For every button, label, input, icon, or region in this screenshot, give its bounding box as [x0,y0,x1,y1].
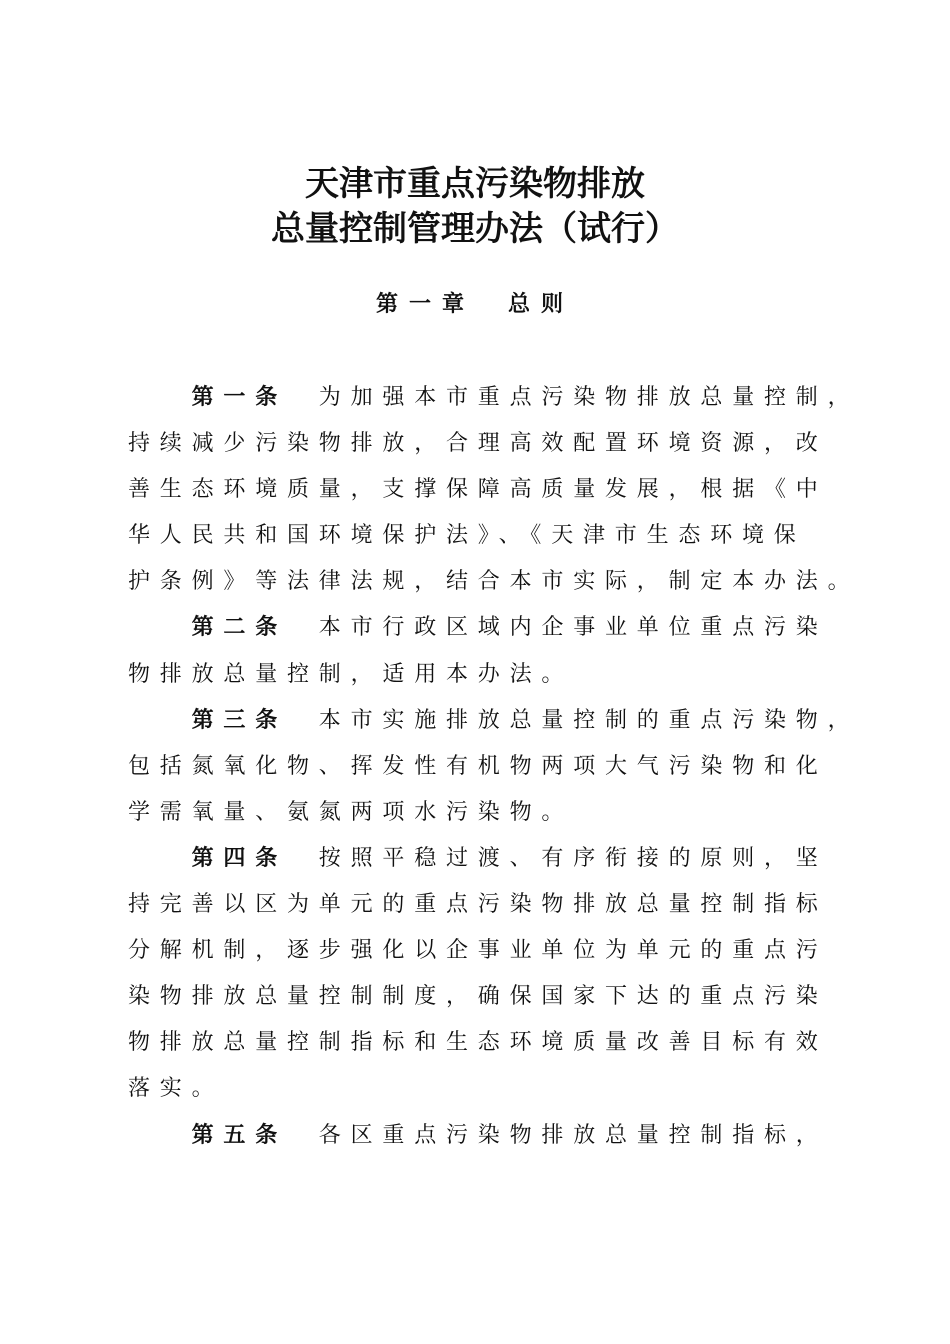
article-first-line [128,1113,888,1159]
text-line: 华人民共和国环境保护法》、《天津市生态环境保 [128,523,806,549]
article-text: 本市实施排放总量控制的重点污染物， [318,707,860,733]
article-label: 第四条 [191,845,287,871]
text-line: 善生态环境质量，支撑保障高质量发展，根据《中 [128,477,828,503]
article-2 [128,605,888,697]
document-title [0,162,950,252]
chapter-heading [0,282,950,328]
text-line: 学需氧量、氨氮两项水污染物。 [128,799,574,825]
article-first-line [128,375,888,421]
text-line: 物排放总量控制，适用本办法。 [128,661,574,687]
text-line: 包括氮氧化物、挥发性有机物两项大气污染物和化 [128,753,828,779]
text-line: 护条例》等法律法规，结合本市实际，制定本办法。 [128,569,860,595]
article-1 [128,375,888,605]
article-first-line [128,605,888,651]
article-label: 第三条 [191,707,287,733]
title-line-2: 总量控制管理办法（试行） [271,209,679,249]
text-line: 分解机制，逐步强化以企事业单位为单元的重点污 [128,938,828,964]
text-line: 落实。 [128,1076,224,1102]
article-first-line [128,836,888,882]
text-line: 染物排放总量控制制度，确保国家下达的重点污染 [128,984,828,1010]
document-body [128,375,888,1159]
article-text: 本市行政区域内企事业单位重点污染 [318,615,828,641]
article-5 [128,1113,888,1159]
article-label: 第二条 [191,615,287,641]
chapter-label: 第一章 [375,292,475,317]
text-line: 物排放总量控制指标和生态环境质量改善目标有效 [128,1030,828,1056]
text-line: 持续减少污染物排放，合理高效配置环境资源，改 [128,431,828,457]
article-label: 第一条 [191,385,287,410]
title-line-1: 天津市重点污染物排放 [305,164,645,204]
article-3 [128,698,888,836]
chapter-name: 总则 [508,292,575,317]
article-text: 各区重点污染物排放总量控制指标， [318,1122,828,1148]
article-text: 按照平稳过渡、有序衔接的原则，坚 [318,845,828,871]
text-line: 持完善以区为单元的重点污染物排放总量控制指标 [128,892,828,918]
article-label: 第五条 [191,1122,287,1148]
article-4 [128,836,888,1113]
article-first-line [128,698,888,744]
article-text: 为加强本市重点污染物排放总量控制， [318,385,860,410]
